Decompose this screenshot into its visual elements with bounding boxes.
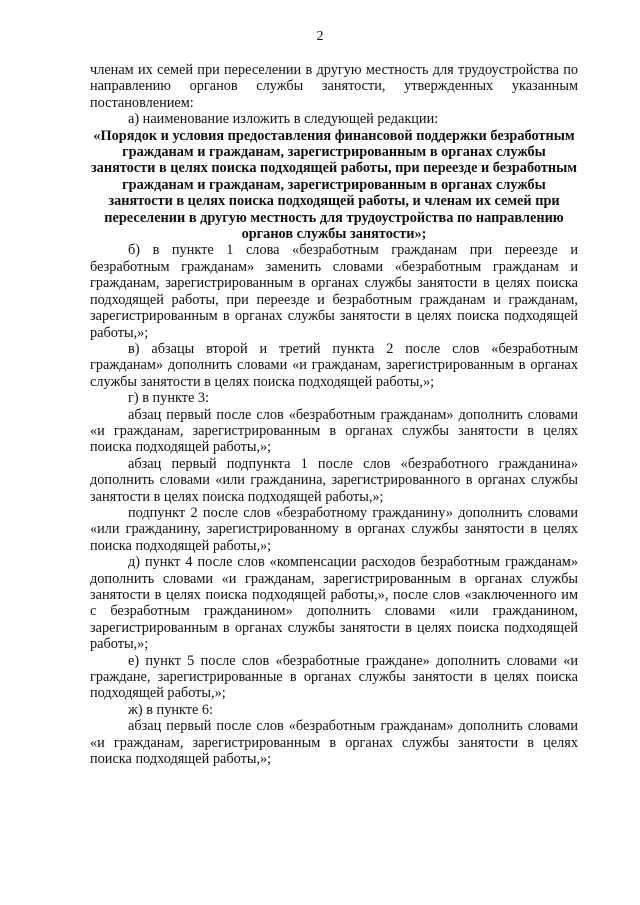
paragraph-item-zh-1: абзац первый после слов «безработным гражданам» дополнить словами «и гражданам, зарегистрированным в органах службы занятости в целях поиска подходящей работы,»; bbox=[90, 718, 578, 768]
paragraph-item-g-3: подпункт 2 после слов «безработному гражданину» дополнить словами «или гражданину, зарегистрированному в органах службы занятости в целях поиска подходящей работы,»; bbox=[90, 504, 578, 554]
paragraph-item-v: в) абзацы второй и третий пункта 2 после слов «безработным гражданам» дополнить словами «и гражданам, зарегистрированным в органах службы занятости в целях поиска подходящей работы,»; bbox=[90, 340, 578, 390]
paragraph-item-g-2: абзац первый подпункта 1 после слов «безработного гражданина» дополнить словами «или гражданина, зарегистрированного в органах службы занятости в целях поиска подходящей работы,»; bbox=[90, 455, 578, 505]
paragraph-item-a: а) наименование изложить в следующей редакции: bbox=[128, 111, 439, 128]
document-body bbox=[90, 62, 578, 767]
paragraph-item-zh: ж) в пункте 6: bbox=[128, 701, 214, 718]
new-title-text: «Порядок и условия предоставления финансовой поддержки безработным гражданам и гражданам, зарегистрированным в органах службы занятости в целях поиска подходящей работы, при переезде и безработным гражданам и гражданам, зарегистрированным в органах службы занятости в целях поиска подходящей работы, и членам их семей при переселении в другую местность для трудоустройства по направлению органов службы занятости»; bbox=[90, 127, 578, 243]
paragraph-item-b: б) в пункте 1 слова «безработным гражданам при переезде и безработным гражданам» заменить словами «безработным гражданам и гражданам, зарегистрированным в органах службы занятости в целях поиска подходящей работы, при переезде и безработным гражданам и гражданам, зарегистрированным в органах службы занятости в целях поиска подходящей работы,»; bbox=[90, 242, 578, 341]
paragraph-item-g: г) в пункте 3: bbox=[128, 390, 210, 407]
paragraph-continuation: членам их семей при переселении в другую местность для трудоустройства по направлению органов службы занятости, утвержденных указанным постановлением: bbox=[90, 62, 578, 111]
page-number: 2 bbox=[316, 29, 324, 44]
paragraph-item-d: д) пункт 4 после слов «компенсации расходов безработным гражданам» дополнить словами «и гражданам, зарегистрированным в органах службы занятости в целях поиска подходящей работы,», после слов «заключенного им с безработным гражданином» дополнить словами «или гражданином, зарегистрированным в органах службы занятости в целях поиска подходящей работы,»; bbox=[90, 554, 578, 653]
paragraph-item-g-1: абзац первый после слов «безработным гражданам» дополнить словами «и гражданам, зарегистрированным в органах службы занятости в целях поиска подходящей работы,»; bbox=[90, 406, 578, 456]
paragraph-item-e: е) пункт 5 после слов «безработные граждане» дополнить словами «и граждане, зарегистрированные в органах службы занятости в целях поиска подходящей работы,»; bbox=[90, 652, 578, 702]
